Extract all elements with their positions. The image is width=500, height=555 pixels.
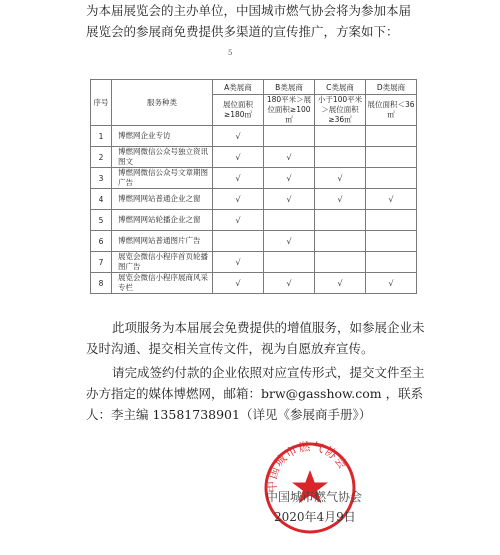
- intro-line-1: 为本届展览会的主办单位，中国城市燃气协会将为参加本届: [86, 3, 412, 18]
- subheader-d: 展位面积＜36㎡: [366, 95, 417, 126]
- row-service: 展览会微信小程序展商风采专栏: [112, 273, 213, 294]
- row-service: 博燃网微信公众号独立资讯图文: [112, 147, 213, 168]
- row-d: [366, 231, 417, 252]
- row-a: [213, 231, 264, 252]
- row-d: [366, 126, 417, 147]
- row-d: [366, 147, 417, 168]
- intro-line-2: 展览会的参展商免费提供多渠道的宣传推广，方案如下：: [86, 24, 399, 39]
- page-number: 5: [228, 49, 233, 57]
- row-a: √: [213, 273, 264, 294]
- row-service: 博燃网网站普通企业之窗: [112, 189, 213, 210]
- row-service: 博燃网网站普通图片广告: [112, 231, 213, 252]
- row-c: [315, 252, 366, 273]
- subheader-a: 展位面积≥180㎡: [213, 95, 264, 126]
- row-b: √: [264, 147, 315, 168]
- header-no: 序号: [91, 80, 112, 126]
- header-d: D类展商: [366, 80, 417, 95]
- row-no: 5: [91, 210, 112, 231]
- header-a: A类展商: [213, 80, 264, 95]
- row-service: 展览会微信小程序首页轮播图广告: [112, 252, 213, 273]
- row-b: √: [264, 189, 315, 210]
- signature-organization: 中国城市燃气协会: [266, 490, 363, 504]
- subheader-c: 小于100平米＞展位面积≥36㎡: [315, 95, 366, 126]
- row-b: [264, 210, 315, 231]
- row-b: √: [264, 231, 315, 252]
- row-b: [264, 252, 315, 273]
- seal-text: 中国城市燃气协会: [264, 440, 351, 493]
- table-row: [91, 168, 417, 189]
- row-no: 1: [91, 126, 112, 147]
- row-service: 博燃网企业专访: [112, 126, 213, 147]
- row-d: [366, 168, 417, 189]
- row-d: √: [366, 189, 417, 210]
- table-row: [91, 210, 417, 231]
- intro-paragraph: [86, 0, 426, 42]
- table-row: [91, 273, 417, 294]
- header-service: 服务种类: [112, 80, 213, 126]
- row-c: √: [315, 273, 366, 294]
- row-d: [366, 252, 417, 273]
- table-row: [91, 252, 417, 273]
- row-c: √: [315, 168, 366, 189]
- row-b: [264, 126, 315, 147]
- promotion-table: [90, 79, 417, 294]
- row-b: √: [264, 273, 315, 294]
- row-a: √: [213, 210, 264, 231]
- row-a: √: [213, 147, 264, 168]
- row-no: 6: [91, 231, 112, 252]
- row-a: √: [213, 126, 264, 147]
- header-c: C类展商: [315, 80, 366, 95]
- row-c: [315, 126, 366, 147]
- signature-date: 2020年4月9日: [274, 510, 356, 524]
- header-b: B类展商: [264, 80, 315, 95]
- row-d: [366, 210, 417, 231]
- paragraph-notice: 此项服务为本届展会免费提供的增值服务，如参展企业未及时沟通、提交相关宣传文件，视为自愿放弃宣传。: [86, 320, 425, 356]
- row-no: 4: [91, 189, 112, 210]
- row-a: √: [213, 168, 264, 189]
- subheader-b: 180平米＞展位面积≥100㎡: [264, 95, 315, 126]
- row-no: 2: [91, 147, 112, 168]
- table-header-row: [91, 80, 417, 95]
- row-c: [315, 147, 366, 168]
- row-c: √: [315, 189, 366, 210]
- row-a: √: [213, 189, 264, 210]
- table-row: [91, 147, 417, 168]
- table-row: [91, 231, 417, 252]
- row-no: 3: [91, 168, 112, 189]
- row-no: 7: [91, 252, 112, 273]
- row-d: √: [366, 273, 417, 294]
- row-c: [315, 210, 366, 231]
- table-row: [91, 126, 417, 147]
- table-row: [91, 189, 417, 210]
- row-no: 8: [91, 273, 112, 294]
- row-c: [315, 231, 366, 252]
- row-b: √: [264, 168, 315, 189]
- paragraph-contact: 请完成签约付款的企业依照对应宣传形式，提交文件至主办方指定的媒体博燃网，邮箱：brw@gasshow.com ，联系人：李主编 13581738901（详见《参展商手册》）: [86, 365, 425, 422]
- row-service: 博燃网微信公众号文章期图广告: [112, 168, 213, 189]
- row-service: 博燃网网站轮播企业之窗: [112, 210, 213, 231]
- row-a: √: [213, 252, 264, 273]
